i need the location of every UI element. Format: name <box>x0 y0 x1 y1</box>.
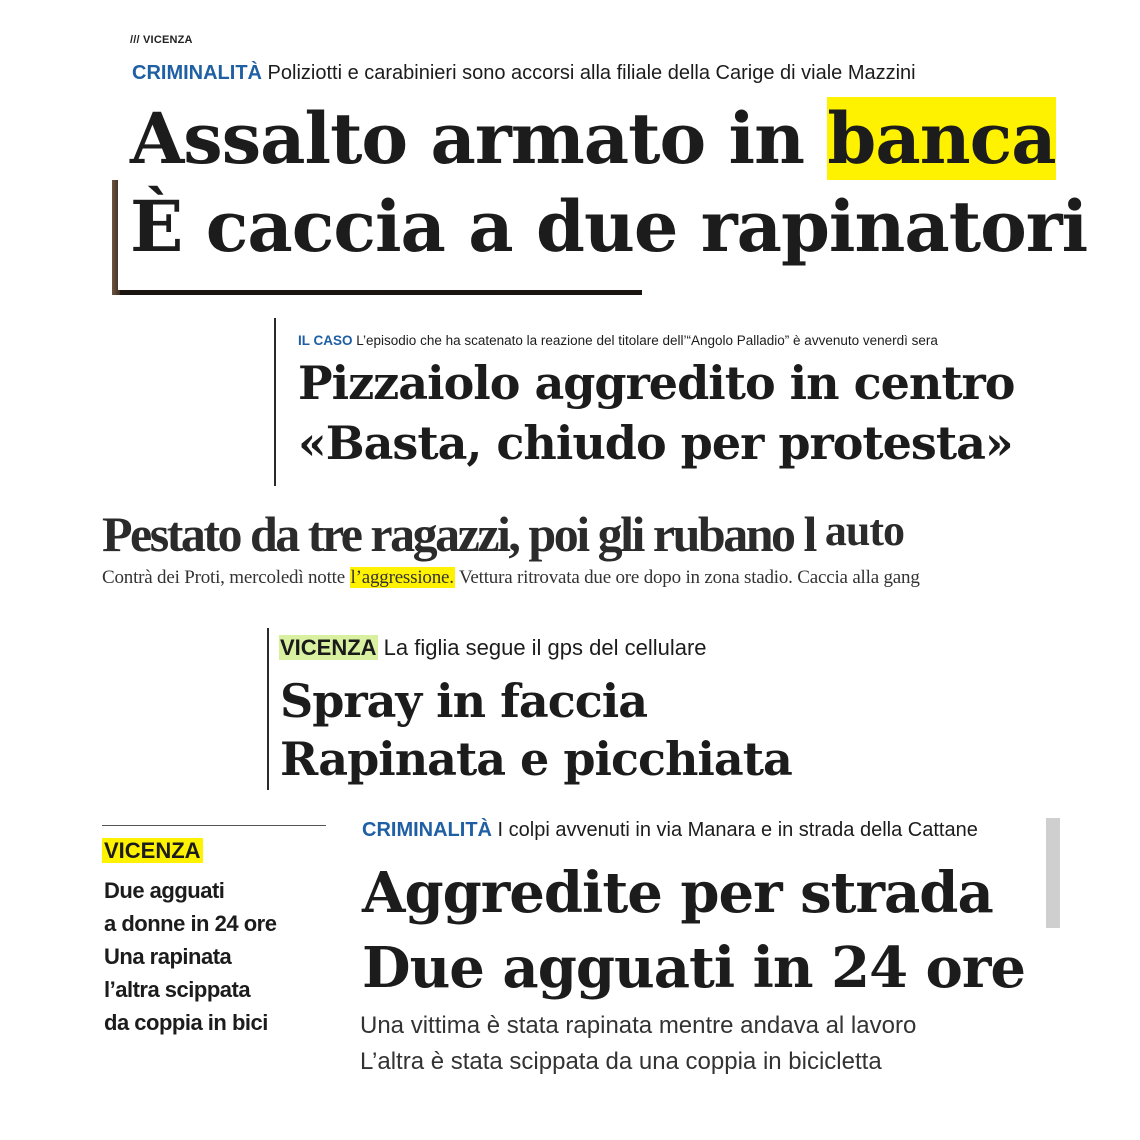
clip1-kicker <box>132 62 916 85</box>
clip1-headline-line2: È caccia a due rapinatori <box>130 185 1088 268</box>
clip5-box-line-2: a donne in 24 ore <box>104 911 277 936</box>
clip5-box-kicker <box>102 838 203 864</box>
clip4-kicker-text: La figlia segue il gps del cellulare <box>377 635 707 660</box>
clip2-kicker-text: L’episodio che ha scatenato la reazione del titolare dell’“Angolo Palladio” è avvenuto venerdì sera <box>352 333 938 348</box>
clip1-headline-pre: Assalto armato in <box>130 97 828 180</box>
clip1-headline-line1 <box>130 96 1056 182</box>
clip4-headline-line2: Rapinata e picchiata <box>280 732 792 786</box>
clip5-kicker <box>362 819 978 842</box>
clip3-subheadline <box>102 567 920 589</box>
clip5-box-line-3: Una rapinata <box>104 944 232 969</box>
clip2-headline-line2: «Basta, chiudo per protesta» <box>298 416 1013 470</box>
clip5-kicker-label: CRIMINALITÀ <box>362 819 492 841</box>
clip2-vertical-rule <box>274 318 276 486</box>
clip4-kicker <box>279 635 707 661</box>
clip2-kicker-label: IL CASO <box>298 333 353 348</box>
clip3-sub-pre: Contrà dei Proti, mercoledì notte <box>102 567 350 588</box>
clip5-box-line-5: da coppia in bici <box>104 1010 268 1035</box>
clip3-sub-post: Vettura ritrovata due ore dopo in zona stadio. Caccia alla gang <box>454 567 920 588</box>
clip3-headline-tail: auto <box>814 506 905 555</box>
clip4-vertical-rule <box>267 628 269 790</box>
clip3-headline-main: Pestato da tre ragazzi, poi gli rubano l <box>102 506 815 562</box>
clip3-headline <box>102 498 904 567</box>
clip5-kicker-text: I colpi avvenuti in via Manara e in strada della Cattane <box>491 819 978 841</box>
clip5-headline-line1: Aggredite per strada <box>362 860 993 926</box>
clip5-box-top-rule <box>102 825 326 826</box>
clip5-scan-edge <box>1046 818 1060 928</box>
clip4-kicker-label: VICENZA <box>280 635 377 660</box>
clip1-section-label: /// VICENZA <box>130 34 193 46</box>
clip5-subheadline-line2: L’altra è stata scippata da una coppia in bicicletta <box>360 1048 882 1075</box>
clip4-headline-line1: Spray in faccia <box>280 674 647 728</box>
clip5-subheadline-line1: Una vittima è stata rapinata mentre andava al lavoro <box>360 1012 917 1039</box>
clip1-kicker-label: CRIMINALITÀ <box>132 62 262 84</box>
clip1-headline-highlight: banca <box>827 97 1056 180</box>
clip2-kicker <box>298 333 938 348</box>
clip5-box-line-1: Due agguati <box>104 878 225 903</box>
clip5-box-line-4: l’altra scippata <box>104 977 251 1002</box>
clip5-headline-line2: Due agguati in 24 ore <box>362 935 1026 1001</box>
clip5-box-kicker-label: VICENZA <box>104 838 201 863</box>
clip3-sub-highlight: l’aggressione. <box>350 567 454 588</box>
clip1-kicker-text: Poliziotti e carabinieri sono accorsi alla filiale della Carige di viale Mazzini <box>261 62 916 84</box>
clip2-headline-line1: Pizzaiolo aggredito in centro <box>298 356 1015 410</box>
